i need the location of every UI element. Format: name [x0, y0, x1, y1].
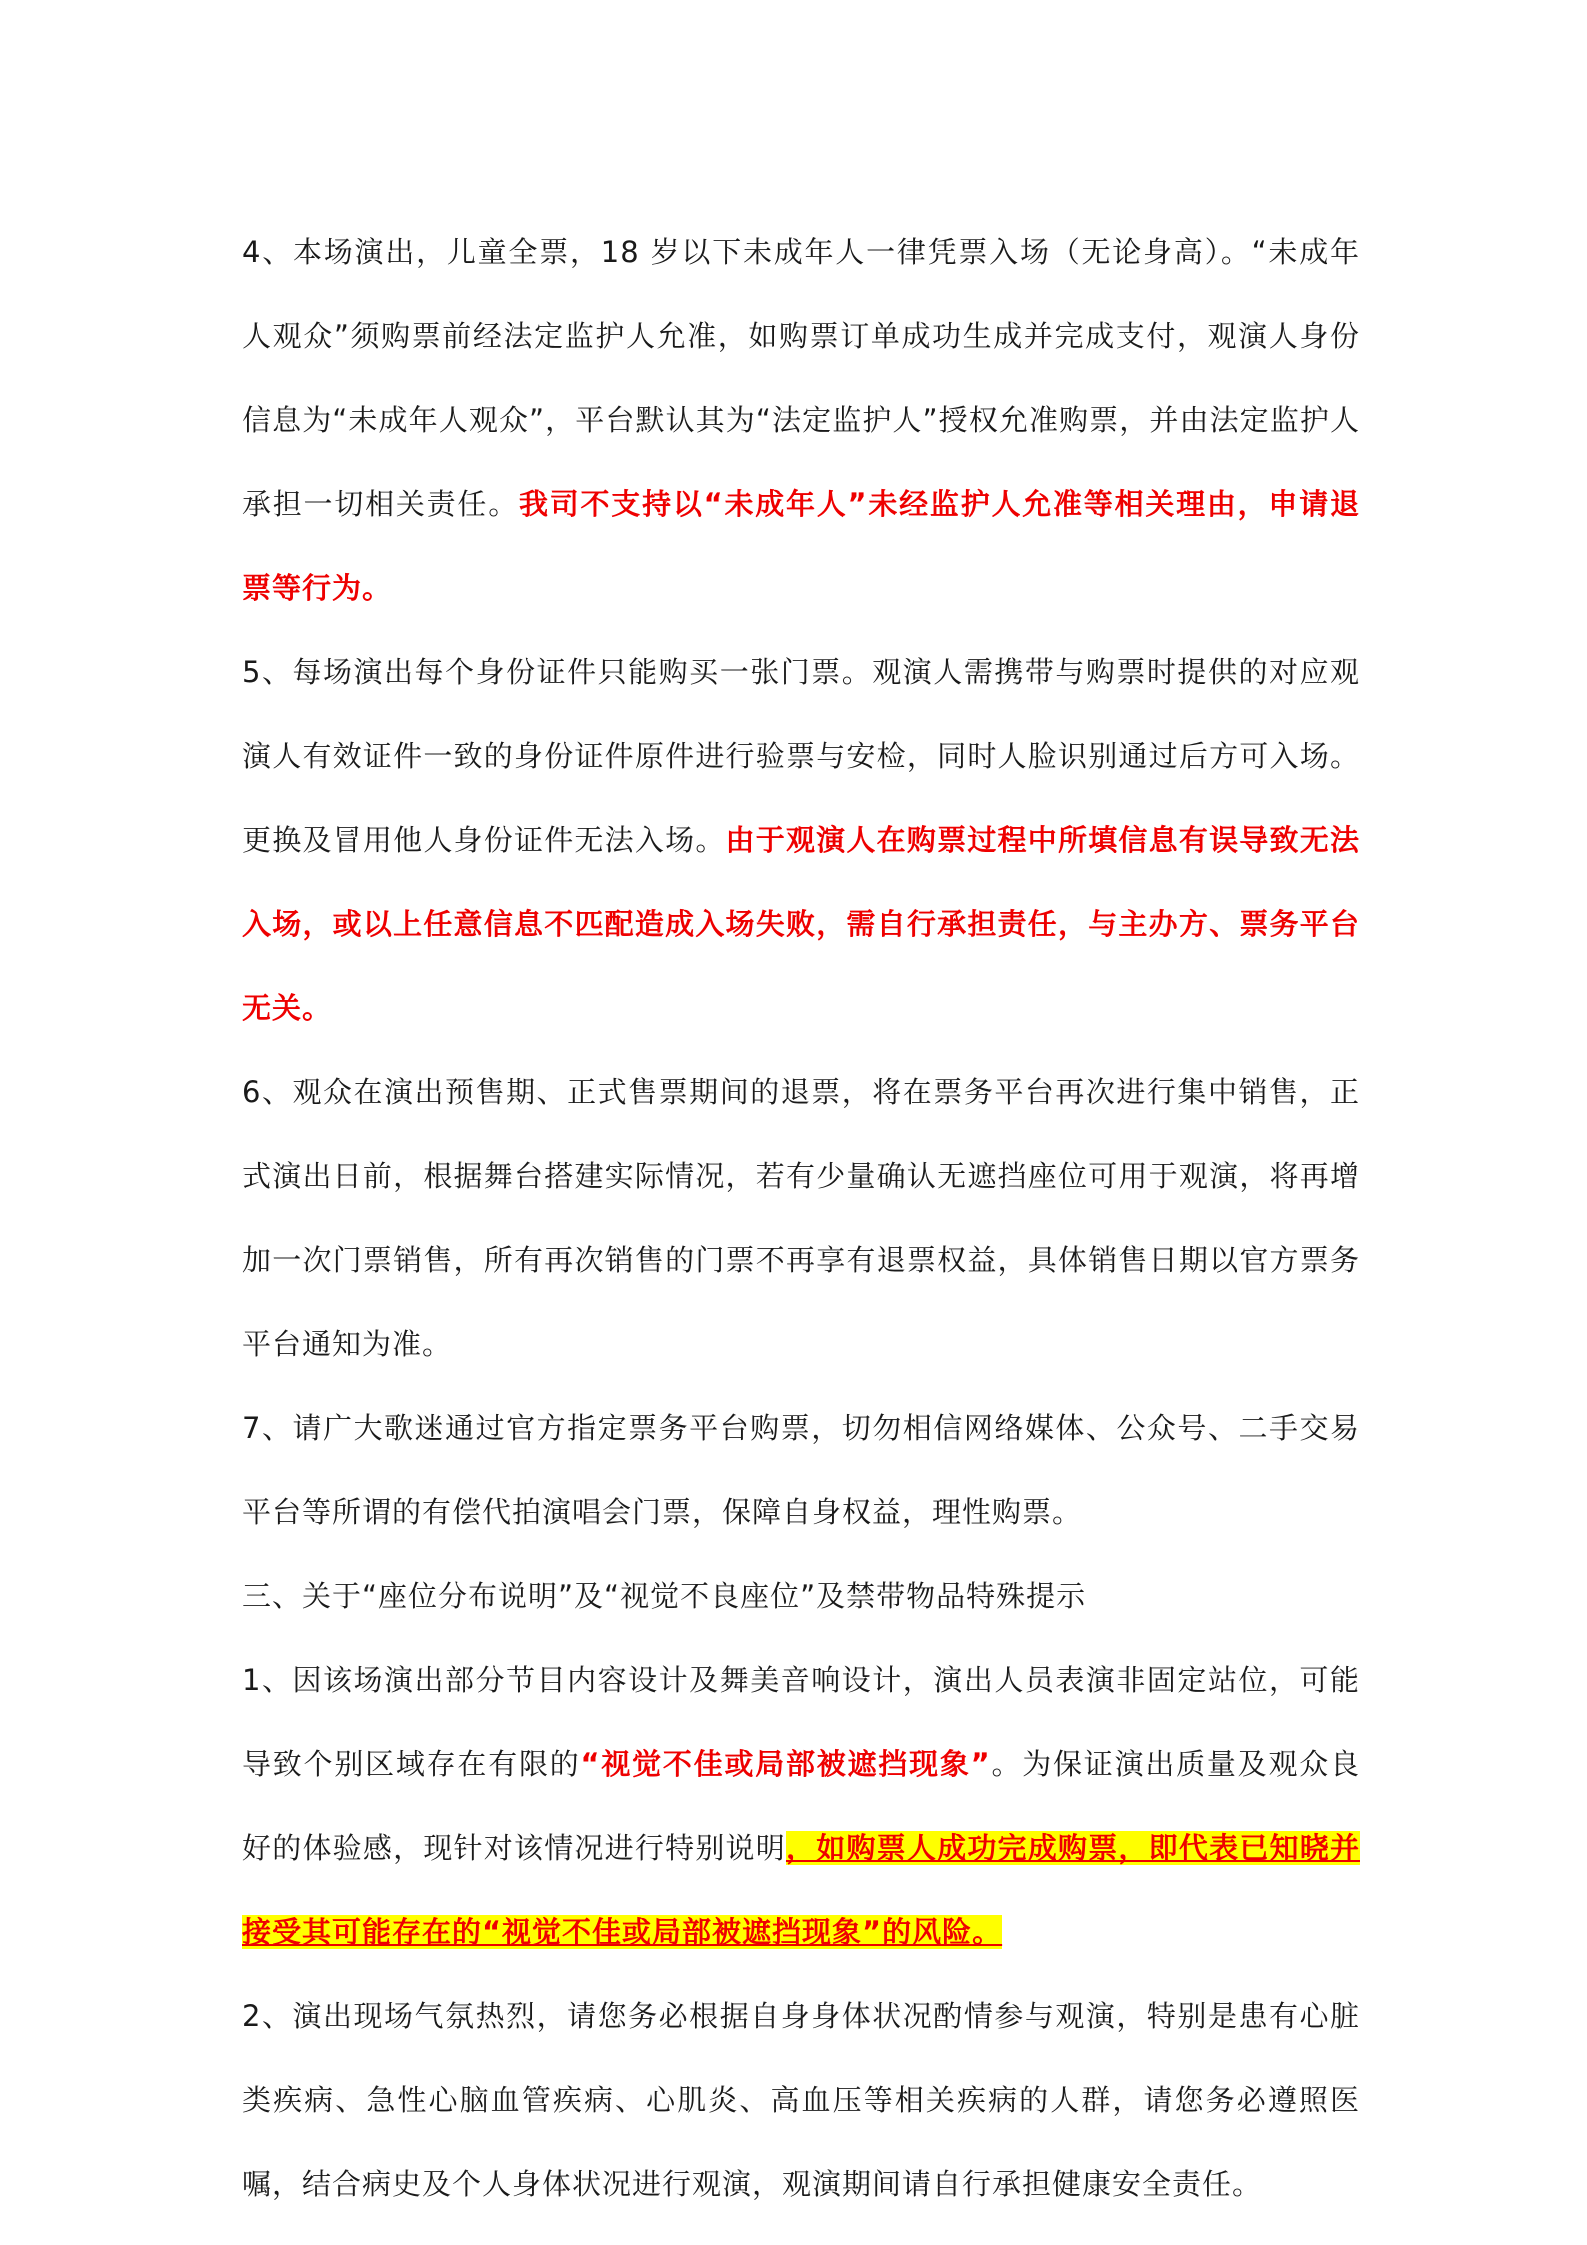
clause-4-minors [242, 210, 1360, 630]
section-3-clause-1 [242, 1638, 1360, 1974]
clause-4-text: 4、本场演出，儿童全票，18 岁以下未成年人一律凭票入场（无论身高）。“未成年人观众”须购票前经法定监护人允准，如购票订单成功生成并完成支付，观演人身份信息为“未成年人观众”，平台默认其为“法定监护人”授权允准购票，并由法定监护人承担一切相关责任。 [242, 235, 1360, 521]
section-3-clause-2-text: 2、演出现场气氛热烈，请您务必根据自身身体状况酌情参与观演，特别是患有心脏类疾病、急性心脑血管疾病、心肌炎、高血压等相关疾病的人群，请您务必遵照医嘱，结合病史及个人身体状况进行观演，观演期间请自行承担健康安全责任。 [242, 1999, 1360, 2201]
section-3-clause-1-text-2: 。为保证演出质量及观众良好的体验感，现针对该情况进行特别说明 [242, 1747, 1360, 1865]
section-3-clause-2 [242, 1974, 1360, 2226]
document-body [242, 210, 1360, 2226]
section-3-title: 三、关于“座位分布说明”及“视觉不良座位”及禁带物品特殊提示 [242, 1579, 1087, 1613]
clause-4-warning: 我司不支持以“未成年人”未经监护人允准等相关理由，申请退票等行为。 [242, 487, 1360, 605]
section-3-clause-1-highlight: ，如购票人成功完成购票，即代表已知晓并接受其可能存在的“视觉不佳或局部被遮挡现象”的风险。 [242, 1831, 1360, 1949]
clause-6-resale [242, 1050, 1360, 1386]
clause-5-id-verification [242, 630, 1360, 1050]
clause-5-text: 5、每场演出每个身份证件只能购买一张门票。观演人需携带与购票时提供的对应观演人有效证件一致的身份证件原件进行验票与安检，同时人脸识别通过后方可入场。更换及冒用他人身份证件无法入场。 [242, 655, 1360, 857]
clause-5-warning: 由于观演人在购票过程中所填信息有误导致无法入场，或以上任意信息不匹配造成入场失败，需自行承担责任，与主办方、票务平台无关。 [242, 823, 1360, 1025]
clause-7-official-channels [242, 1386, 1360, 1554]
section-3-clause-1-text: 1、因该场演出部分节目内容设计及舞美音响设计，演出人员表演非固定站位，可能导致个别区域存在有限的 [242, 1663, 1360, 1781]
section-3-heading [242, 1554, 1360, 1638]
clause-7-text: 7、请广大歌迷通过官方指定票务平台购票，切勿相信网络媒体、公众号、二手交易平台等所谓的有偿代拍演唱会门票，保障自身权益，理性购票。 [242, 1411, 1360, 1529]
section-3-clause-1-red: “视觉不佳或局部被遮挡现象” [580, 1747, 991, 1781]
clause-6-text: 6、观众在演出预售期、正式售票期间的退票，将在票务平台再次进行集中销售，正式演出日前，根据舞台搭建实际情况，若有少量确认无遮挡座位可用于观演，将再增加一次门票销售，所有再次销售的门票不再享有退票权益，具体销售日期以官方票务平台通知为准。 [242, 1075, 1360, 1361]
